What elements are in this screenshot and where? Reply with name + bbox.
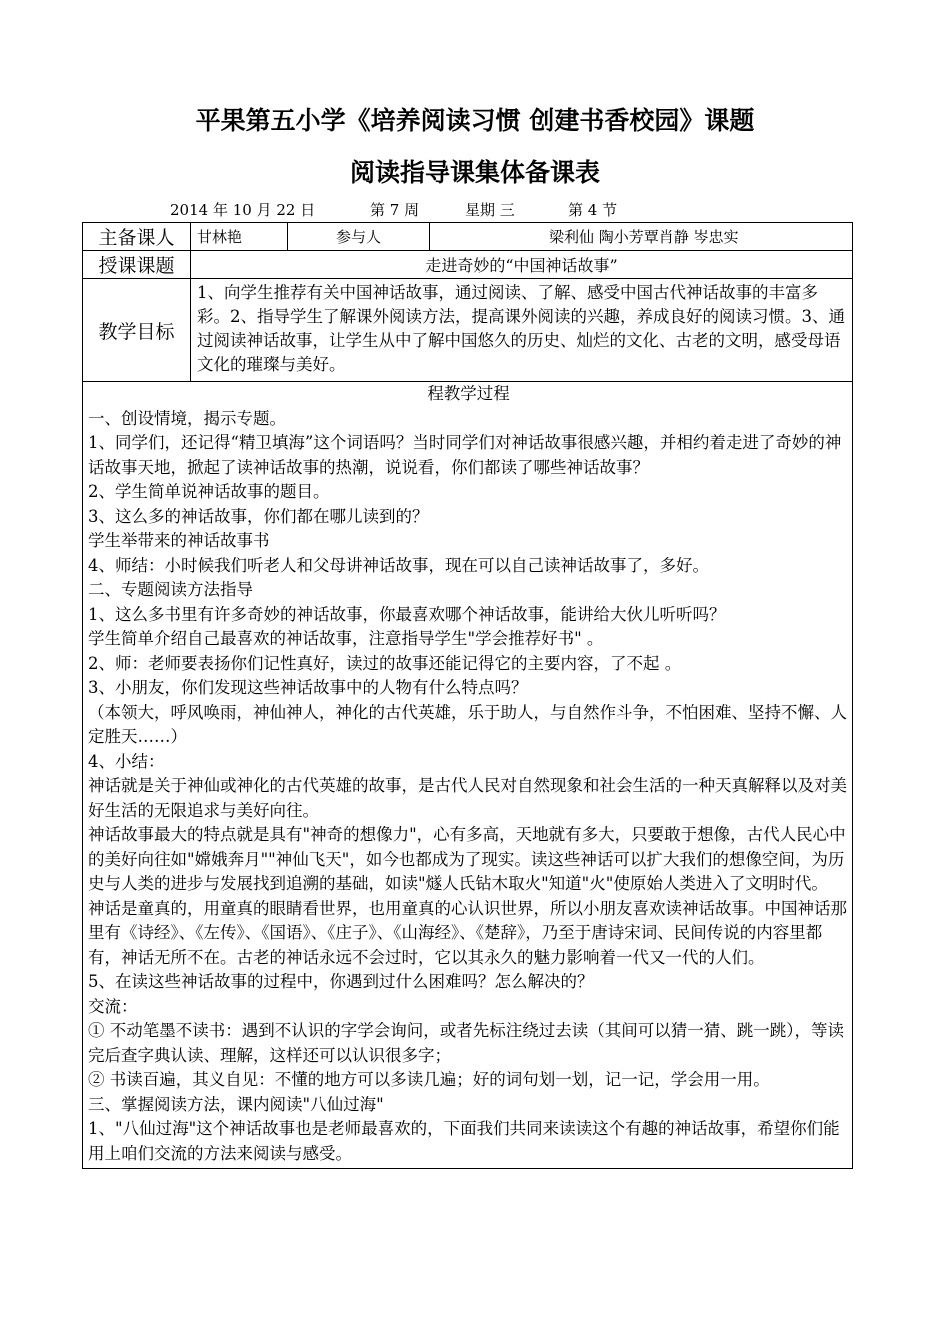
process-paragraph: 1、这么多书里有许多奇妙的神话故事，你最喜欢哪个神话故事，能讲给大伙儿听听吗？: [88, 604, 726, 624]
process-paragraph: 2、学生简单说神话故事的题目。: [88, 482, 330, 501]
process-paragraph: 学生简单介绍自己最喜欢的神话故事，注意指导学生"学会推荐好书" 。: [88, 629, 604, 648]
participants-label: 参与人: [288, 223, 430, 251]
process-paragraph: 神话是童真的，用童真的眼睛看世界，也用童真的心认识世界，所以小朋友喜欢读神话故事。中国神话那里有《诗经》、《左传》、《国语》、《庄子》、《山海经》、《楚辞》，乃至于唐诗宋词、民间传说的内容里都有，神话无所不在。古老的神话永远不会过时，它以其永久的魅力影响着一代又一代的人们。: [88, 898, 847, 967]
process-body: [88, 407, 849, 1167]
process-paragraph: 二、专题阅读方法指导: [88, 580, 253, 599]
process-paragraph: （本领大，呼风唤雨，神仙神人，神化的古代英雄，乐于助人，与自然作斗争，不怕困难、坚持不懈、人定胜天……）: [88, 702, 847, 746]
process-paragraph: 神话就是关于神仙或神化的古代英雄的故事，是古代人民对自然现象和社会生活的一种天真解释以及对美好生活的无限追求与美好向往。: [88, 776, 847, 820]
process-paragraph: 1、同学们，还记得“精卫填海”这个词语吗？当时同学们对神话故事很感兴趣，并相约着走进了奇妙的神话故事天地，掀起了读神话故事的热潮，说说看，你们都读了哪些神话故事？: [88, 433, 842, 477]
process-paragraph: ① 不动笔墨不读书：遇到不认识的字学会询问，或者先标注绕过去读（其间可以猜一猜、跳一跳），等读完后查字典认读、理解，这样还可以认识很多字；: [88, 1021, 844, 1065]
process-paragraph: 学生举带来的神话故事书: [88, 531, 270, 550]
goals-text: 1、向学生推荐有关中国神话故事，通过阅读、了解、感受中国古代神话故事的丰富多彩。2、指导学生了解课外阅读方法，提高课外阅读的兴趣，养成良好的阅读习惯。3、通过阅读神话故事，让学生从中了解中国悠久的历史、灿烂的文化、古老的文明，感受母语文化的璀璨与美好。: [191, 279, 853, 382]
process-paragraph: 交流：: [88, 996, 138, 1016]
date-text: 2014 年 10 月 22 日: [170, 201, 316, 219]
process-paragraph: ② 书读百遍，其义自见：不懂的地方可以多读几遍；好的词句划一划，记一记，学会用一用。: [88, 1070, 770, 1089]
week-text: 第 7 周: [370, 201, 420, 219]
date-line: [0, 199, 950, 221]
lesson-plan-table: [82, 222, 853, 1169]
lead-teacher-value: 甘林艳: [191, 223, 288, 251]
table-row: [83, 382, 853, 1169]
document-title-line1: 平果第五小学《培养阅读习惯 创建书香校园》课题: [195, 106, 755, 135]
weekday-text: 星期 三: [465, 201, 515, 219]
process-paragraph: 3、小朋友，你们发现这些神话故事中的人物有什么特点吗？: [88, 678, 528, 697]
process-paragraph: 一、创设情境，揭示专题。: [88, 408, 286, 428]
process-paragraph: 3、这么多的神话故事，你们都在哪儿读到的？: [88, 506, 429, 526]
topic-value: 走进奇妙的“中国神话故事”: [191, 251, 853, 279]
process-paragraph: 三、掌握阅读方法，课内阅读"八仙过海": [88, 1094, 384, 1114]
process-paragraph: 4、师结：小时候我们听老人和父母讲神话故事，现在可以自己读神话故事了，多好。: [88, 555, 709, 575]
table-row: [83, 223, 853, 251]
document-title-line2: 阅读指导课集体备课表: [349, 158, 600, 187]
table-row: [83, 279, 853, 382]
process-paragraph: 4、小结：: [88, 751, 165, 771]
period-text: 第 4 节: [568, 201, 618, 219]
goals-label: 教学目标: [83, 279, 191, 382]
topic-label: 授课课题: [83, 251, 191, 279]
lead-teacher-label: 主备课人: [83, 223, 191, 251]
process-paragraph: 2、师：老师要表扬你们记性真好，读过的故事还能记得它的主要内容，了不起 。: [88, 653, 682, 673]
process-paragraph: 5、在读这些神话故事的过程中，你遇到过什么困难吗？怎么解决的？: [88, 972, 594, 991]
table-row: [83, 251, 853, 279]
process-header: 程教学过程: [427, 384, 510, 403]
process-cell: [83, 382, 853, 1169]
process-paragraph: 1、"八仙过海"这个神话故事也是老师最喜欢的，下面我们共同来读读这个有趣的神话故事，希望你们能用上咱们交流的方法来阅读与感受。: [88, 1119, 840, 1163]
participants-value: 梁利仙 陶小芳覃肖静 岑忠实: [430, 223, 853, 251]
process-paragraph: 神话故事最大的特点就是具有"神奇的想像力"，心有多高，天地就有多大，只要敢于想像，古代人民心中的美好向往如"嫦娥奔月""神仙飞天"，如今也都成为了现实。读这些神话可以扩大我们的想像空间，为历史与人类的进步与发展找到追溯的基础，如读"燧人氏钻木取火"知道"火"使原始人类进入了文明时代。: [88, 825, 846, 893]
